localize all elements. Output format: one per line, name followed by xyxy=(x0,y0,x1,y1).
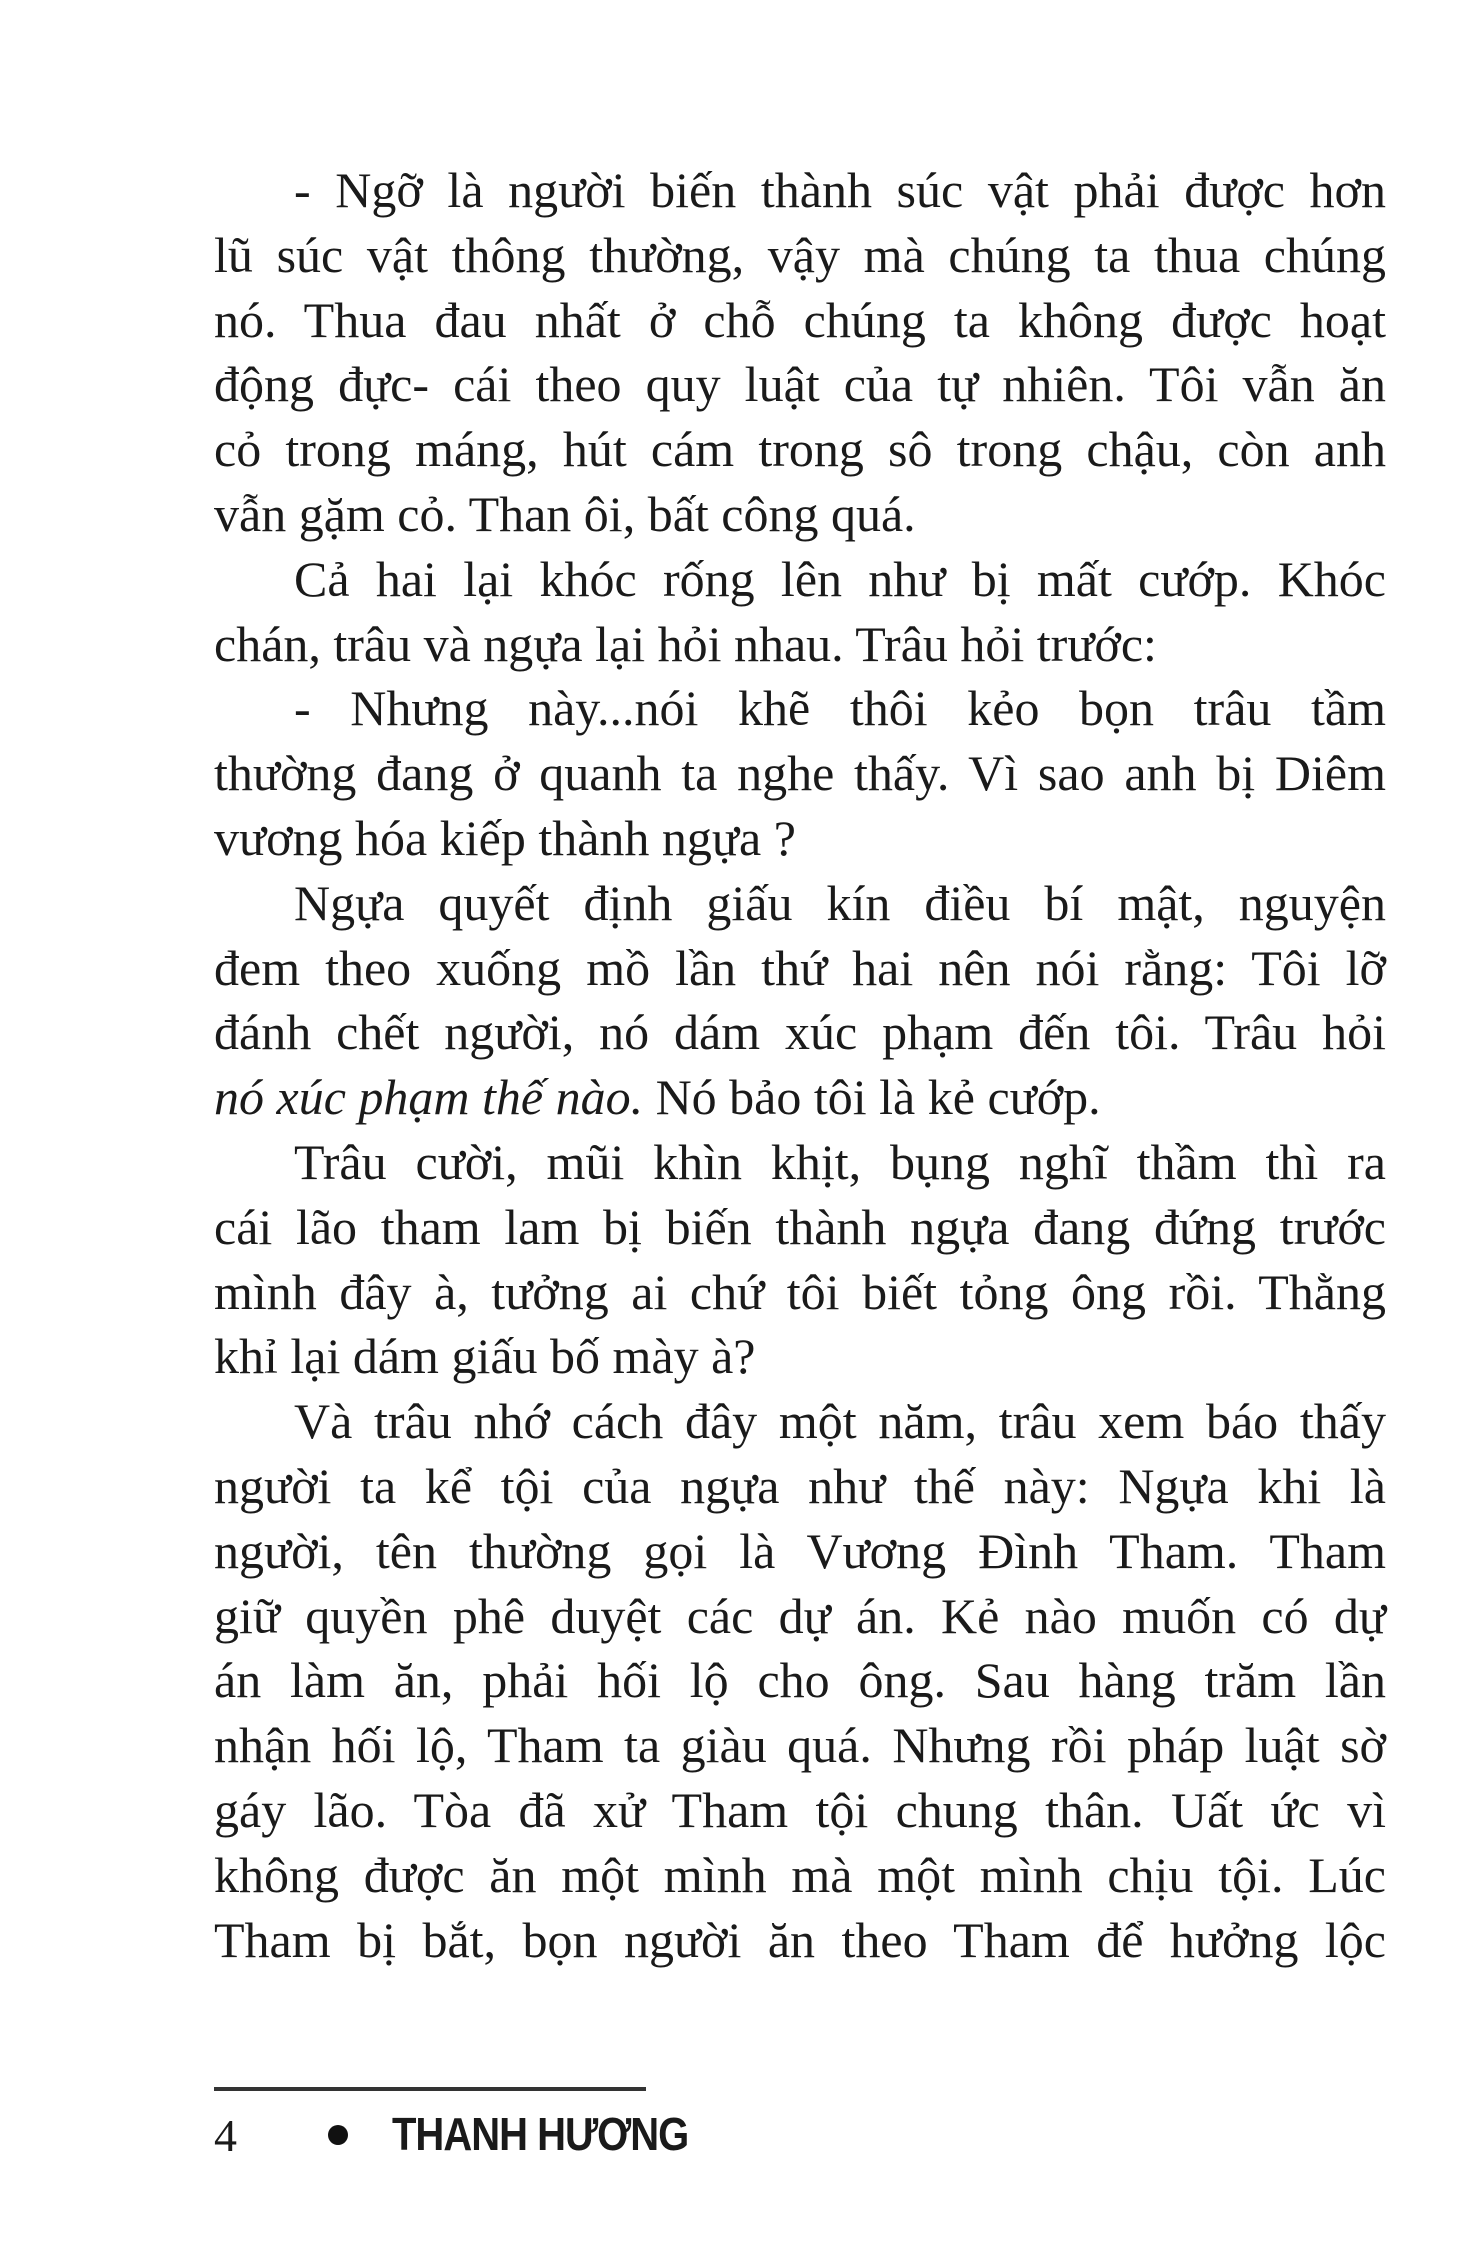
text-line: Trâu cười, mũi khìn khịt, bụng nghĩ thầm thì ra xyxy=(294,1133,1386,1190)
text-line: giữ quyền phê duyệt các dự án. Kẻ nào muốn có dự xyxy=(214,1587,1386,1644)
text-line: gáy lão. Tòa đã xử Tham tội chung thân. Uất ức vì xyxy=(214,1781,1386,1838)
text-line: đánh chết người, nó dám xúc phạm đến tôi. Trâu hỏi xyxy=(214,1004,1386,1061)
bullet-separator xyxy=(328,2125,348,2145)
text-line: người, tên thường gọi là Vương Đình Tham. Tham xyxy=(214,1522,1386,1579)
text-line: - Nhưng này...nói khẽ thôi kẻo bọn trâu tầm xyxy=(294,680,1386,737)
text-line: Ngựa quyết định giấu kín điều bí mật, nguyện xyxy=(294,874,1386,931)
text-line: cái lão tham lam bị biến thành ngựa đang đứng trước xyxy=(214,1198,1386,1255)
text-line: - Ngỡ là người biến thành súc vật phải được hơn xyxy=(294,162,1386,218)
text-line: vương hóa kiếp thành ngựa ? xyxy=(214,809,796,866)
text-line: người ta kể tội của ngựa như thế này: Ngựa khi là xyxy=(214,1457,1386,1514)
text-line: vẫn gặm cỏ. Than ôi, bất công quá. xyxy=(214,485,916,542)
text-line: thường đang ở quanh ta nghe thấy. Vì sao anh bị Diêm xyxy=(214,745,1386,802)
text-line: cỏ trong máng, hút cám trong sô trong chậu, còn anh xyxy=(214,421,1386,478)
italic-phrase: nó xúc phạm thế nào. xyxy=(214,1069,644,1126)
text-line: không được ăn một mình mà một mình chịu tội. Lúc xyxy=(214,1846,1386,1903)
text-line: chán, trâu và ngựa lại hỏi nhau. Trâu hỏi trước: xyxy=(214,615,1157,672)
text-line: đem theo xuống mồ lần thứ hai nên nói rằng: Tôi lỡ xyxy=(214,939,1386,996)
text-line: nhận hối lộ, Tham ta giàu quá. Nhưng rồi pháp luật sờ xyxy=(214,1717,1386,1774)
text-line: mình đây à, tưởng ai chứ tôi biết tỏng ông rồi. Thằng xyxy=(214,1263,1386,1320)
footer-rule xyxy=(214,2087,646,2091)
text-line: khỉ lại dám giấu bố mày à? xyxy=(214,1328,756,1385)
page-footer xyxy=(214,2105,688,2165)
text-line xyxy=(214,1065,1386,1130)
text-line: Cả hai lại khóc rống lên như bị mất cướp. Khóc xyxy=(294,550,1386,607)
text-line: Và trâu nhớ cách đây một năm, trâu xem báo thấy xyxy=(294,1393,1386,1450)
text-line: động đực- cái theo quy luật của tự nhiên. Tôi vẫn ăn xyxy=(214,356,1386,413)
text-line: án làm ăn, phải hối lộ cho ông. Sau hàng trăm lần xyxy=(214,1652,1386,1709)
author-name: THANH HƯƠNG xyxy=(392,2109,689,2160)
text-line: Tham bị bắt, bọn người ăn theo Tham để hưởng lộc xyxy=(214,1911,1386,1968)
text-run: Nó bảo tôi là kẻ cướp. xyxy=(643,1069,1101,1126)
text-line: lũ súc vật thông thường, vậy mà chúng ta thua chúng xyxy=(214,226,1386,283)
text-line: nó. Thua đau nhất ở chỗ chúng ta không được hoạt xyxy=(214,291,1386,348)
body-text xyxy=(214,158,1386,1972)
page-number: 4 xyxy=(214,2109,237,2161)
